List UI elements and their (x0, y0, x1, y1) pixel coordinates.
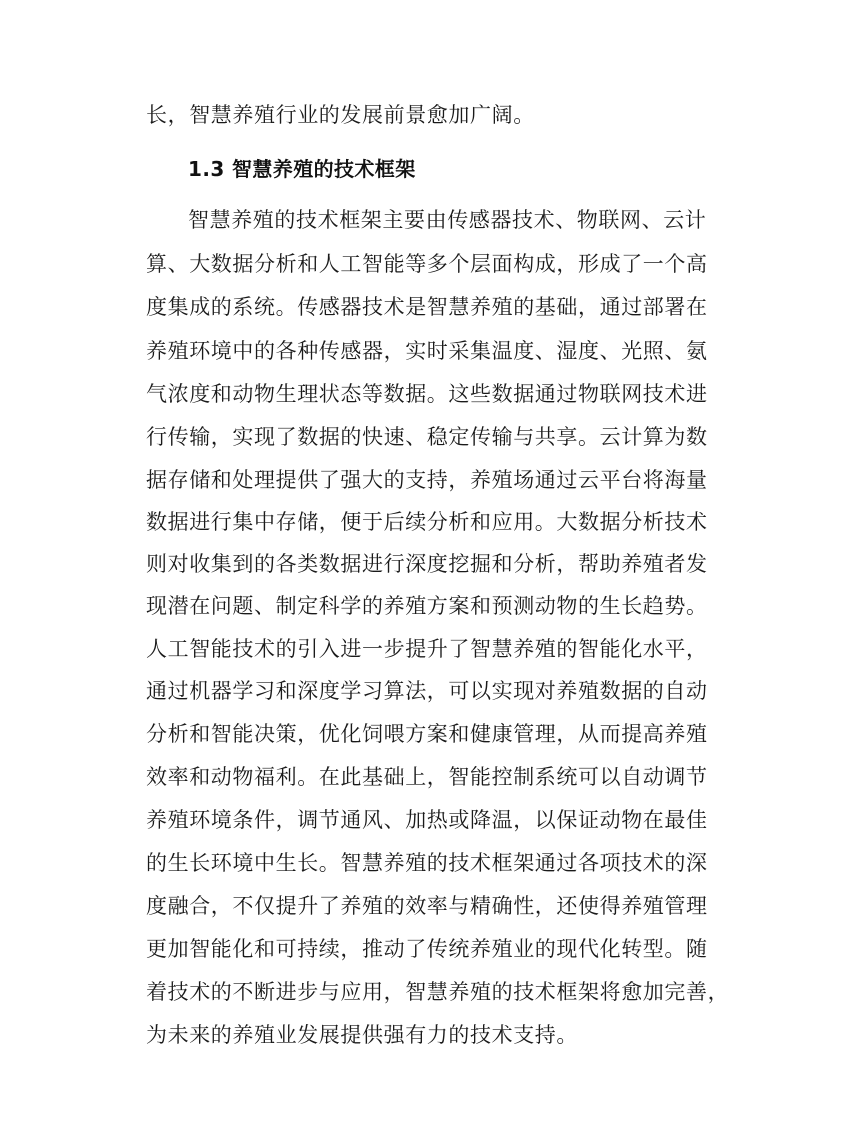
paragraph-line: 人工智能技术的引入进一步提升了智慧养殖的智能化水平， (146, 637, 708, 661)
paragraph-line: 着技术的不断进步与应用，智慧养殖的技术框架将愈加完善， (146, 980, 730, 1004)
paragraph-line: 为未来的养殖业发展提供强有力的技术支持。 (146, 1023, 578, 1047)
paragraph-line: 数据进行集中存储，便于后续分析和应用。大数据分析技术 (146, 510, 708, 534)
paragraph-line: 智慧养殖的技术框架主要由传感器技术、物联网、云计 (188, 208, 707, 232)
paragraph-line-continued: 长，智慧养殖行业的发展前景愈加广阔。 (146, 103, 535, 127)
paragraph-line: 行传输，实现了数据的快速、稳定传输与共享。云计算为数 (146, 425, 708, 449)
paragraph-line: 效率和动物福利。在此基础上，智能控制系统可以自动调节 (146, 765, 708, 789)
paragraph-line: 通过机器学习和深度学习算法，可以实现对养殖数据的自动 (146, 679, 708, 703)
paragraph-line: 度集成的系统。传感器技术是智慧养殖的基础，通过部署在 (146, 295, 708, 319)
section-heading: 1.3 智慧养殖的技术框架 (188, 157, 416, 181)
paragraph-line: 度融合，不仅提升了养殖的效率与精确性，还使得养殖管理 (146, 894, 708, 918)
paragraph-line: 气浓度和动物生理状态等数据。这些数据通过物联网技术进 (146, 382, 708, 406)
paragraph-line: 现潜在问题、制定科学的养殖方案和预测动物的生长趋势。 (146, 594, 708, 618)
paragraph-line: 据存储和处理提供了强大的支持，养殖场通过云平台将海量 (146, 468, 708, 492)
paragraph-line: 算、大数据分析和人工智能等多个层面构成，形成了一个高 (146, 252, 708, 276)
paragraph-line: 更加智能化和可持续，推动了传统养殖业的现代化转型。随 (146, 937, 708, 961)
paragraph-line: 养殖环境条件，调节通风、加热或降温，以保证动物在最佳 (146, 808, 708, 832)
paragraph-line: 的生长环境中生长。智慧养殖的技术框架通过各项技术的深 (146, 851, 708, 875)
paragraph-line: 养殖环境中的各种传感器，实时采集温度、湿度、光照、氨 (146, 339, 708, 363)
paragraph-line: 分析和智能决策，优化饲喂方案和健康管理，从而提高养殖 (146, 722, 708, 746)
paragraph-line: 则对收集到的各类数据进行深度挖掘和分析，帮助养殖者发 (146, 552, 708, 576)
